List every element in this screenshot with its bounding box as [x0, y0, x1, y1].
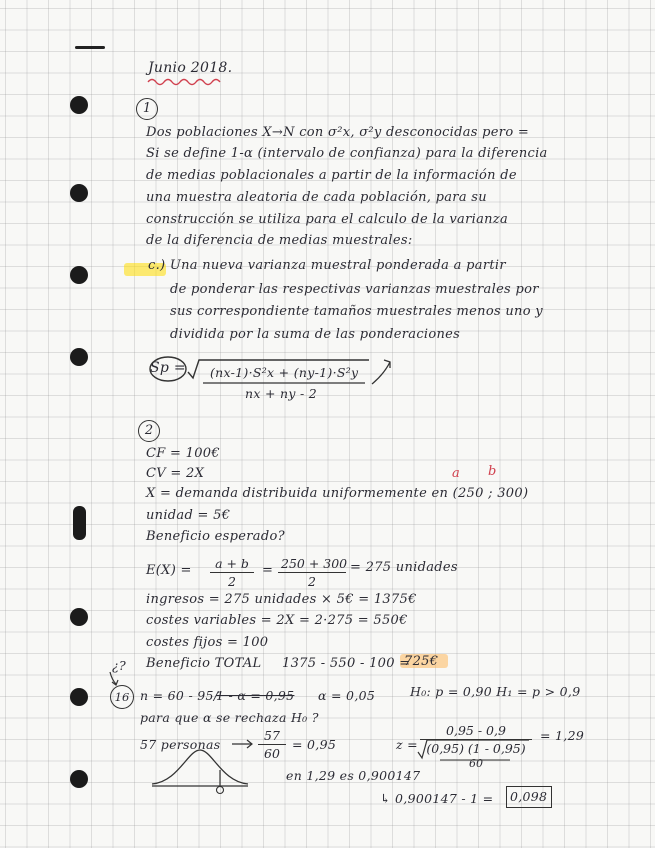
q1-line: construcción se utiliza para el calculo de la varianza — [146, 212, 509, 227]
q1-answer-line: dividida por la suma de las ponderaciones — [170, 327, 461, 342]
final-result: 0,098 — [510, 789, 548, 804]
page-title: Junio 2018. — [148, 60, 233, 76]
q16-question: para que α se rechaza H₀ ? — [140, 710, 319, 725]
ex-equals: = — [262, 563, 274, 578]
z-frac-den-top: (0,95) (1 - 0,95) — [426, 741, 526, 756]
z-label: z = — [396, 737, 418, 752]
beneficio-calc: 1375 - 550 - 100 = — [282, 656, 411, 671]
ex-result: = 275 unidades — [350, 560, 458, 575]
beneficio-result: 725€ — [404, 654, 439, 669]
sp-numerator: (nx-1)·S²x + (ny-1)·S²y — [210, 365, 359, 380]
q1-answer-line: c.) Una nueva varianza muestral ponderada a partir — [148, 258, 506, 273]
q2-line: X = demanda distribuida uniformemente en (250 ; 300) — [146, 486, 529, 501]
margin-note: ¿? — [112, 658, 127, 673]
q2-line: Beneficio esperado? — [146, 529, 285, 544]
q1-line: de la diferencia de medias muestrales: — [146, 233, 413, 248]
q16-alpha: α = 0,05 — [318, 688, 376, 703]
q1-answer-line: sus correspondiente tamaños muestrales menos uno y — [170, 304, 543, 319]
q2-line: CF = 100€ — [146, 446, 220, 461]
ex-lhs: E(X) = — [146, 563, 192, 578]
z-result: = 1,29 — [540, 728, 585, 743]
q16-frac-den: 60 — [264, 746, 280, 761]
question-number-16: 16 — [110, 685, 134, 709]
q16-frac-num: 57 — [258, 728, 286, 745]
q1-line: una muestra aleatoria de cada población, para su — [146, 190, 487, 205]
costes-variables-line: costes variables = 2X = 2·275 = 550€ — [146, 613, 408, 628]
q1-line: Si se define 1-α (intervalo de confianza) para la diferencia — [146, 146, 548, 161]
q16-n: n = 60 - 95/ — [140, 688, 219, 703]
table-lookup: en 1,29 es 0,900147 — [286, 768, 421, 783]
q2-line: CV = 2X — [146, 466, 205, 481]
q1-answer-line: de ponderar las respectivas varianzas muestrales por — [170, 282, 539, 297]
question-number-1: 1 — [136, 98, 158, 120]
costes-fijos-line: costes fijos = 100 — [146, 635, 269, 650]
z-frac-num: 0,95 - 0,9 — [420, 723, 532, 740]
q16-struck: 1 - α = 0,95 — [216, 688, 295, 703]
q16-frac-result: = 0,95 — [292, 737, 337, 752]
q16-hypotheses: H₀: p = 0,90 H₁ = p > 0,9 — [410, 684, 581, 699]
q16-personas: 57 personas — [140, 737, 221, 752]
ex-frac-ab-num: a + b — [210, 556, 254, 573]
beneficio-label: Beneficio TOTAL — [146, 656, 262, 671]
q1-line: de medias poblacionales a partir de la información de — [146, 168, 517, 183]
label-a: a — [452, 466, 461, 481]
final-calc: ↳ 0,900147 - 1 = — [380, 791, 494, 806]
sp-denominator: nx + ny - 2 — [245, 386, 318, 401]
q1-line: Dos poblaciones X→N con σ²x, σ²y desconocidas pero = — [146, 125, 530, 140]
question-number-2: 2 — [138, 420, 160, 442]
ex-frac-values-num: 250 + 300 — [278, 556, 346, 573]
ingresos-line: ingresos = 275 unidades × 5€ = 1375€ — [146, 592, 417, 607]
q2-line: unidad = 5€ — [146, 508, 231, 523]
ex-frac-ab-den: 2 — [228, 574, 236, 589]
ex-frac-values-den: 2 — [308, 574, 316, 589]
label-b: b — [488, 464, 497, 479]
sp-label: Sp = — [150, 360, 186, 376]
z-frac-den-bottom: 60 — [469, 757, 483, 770]
